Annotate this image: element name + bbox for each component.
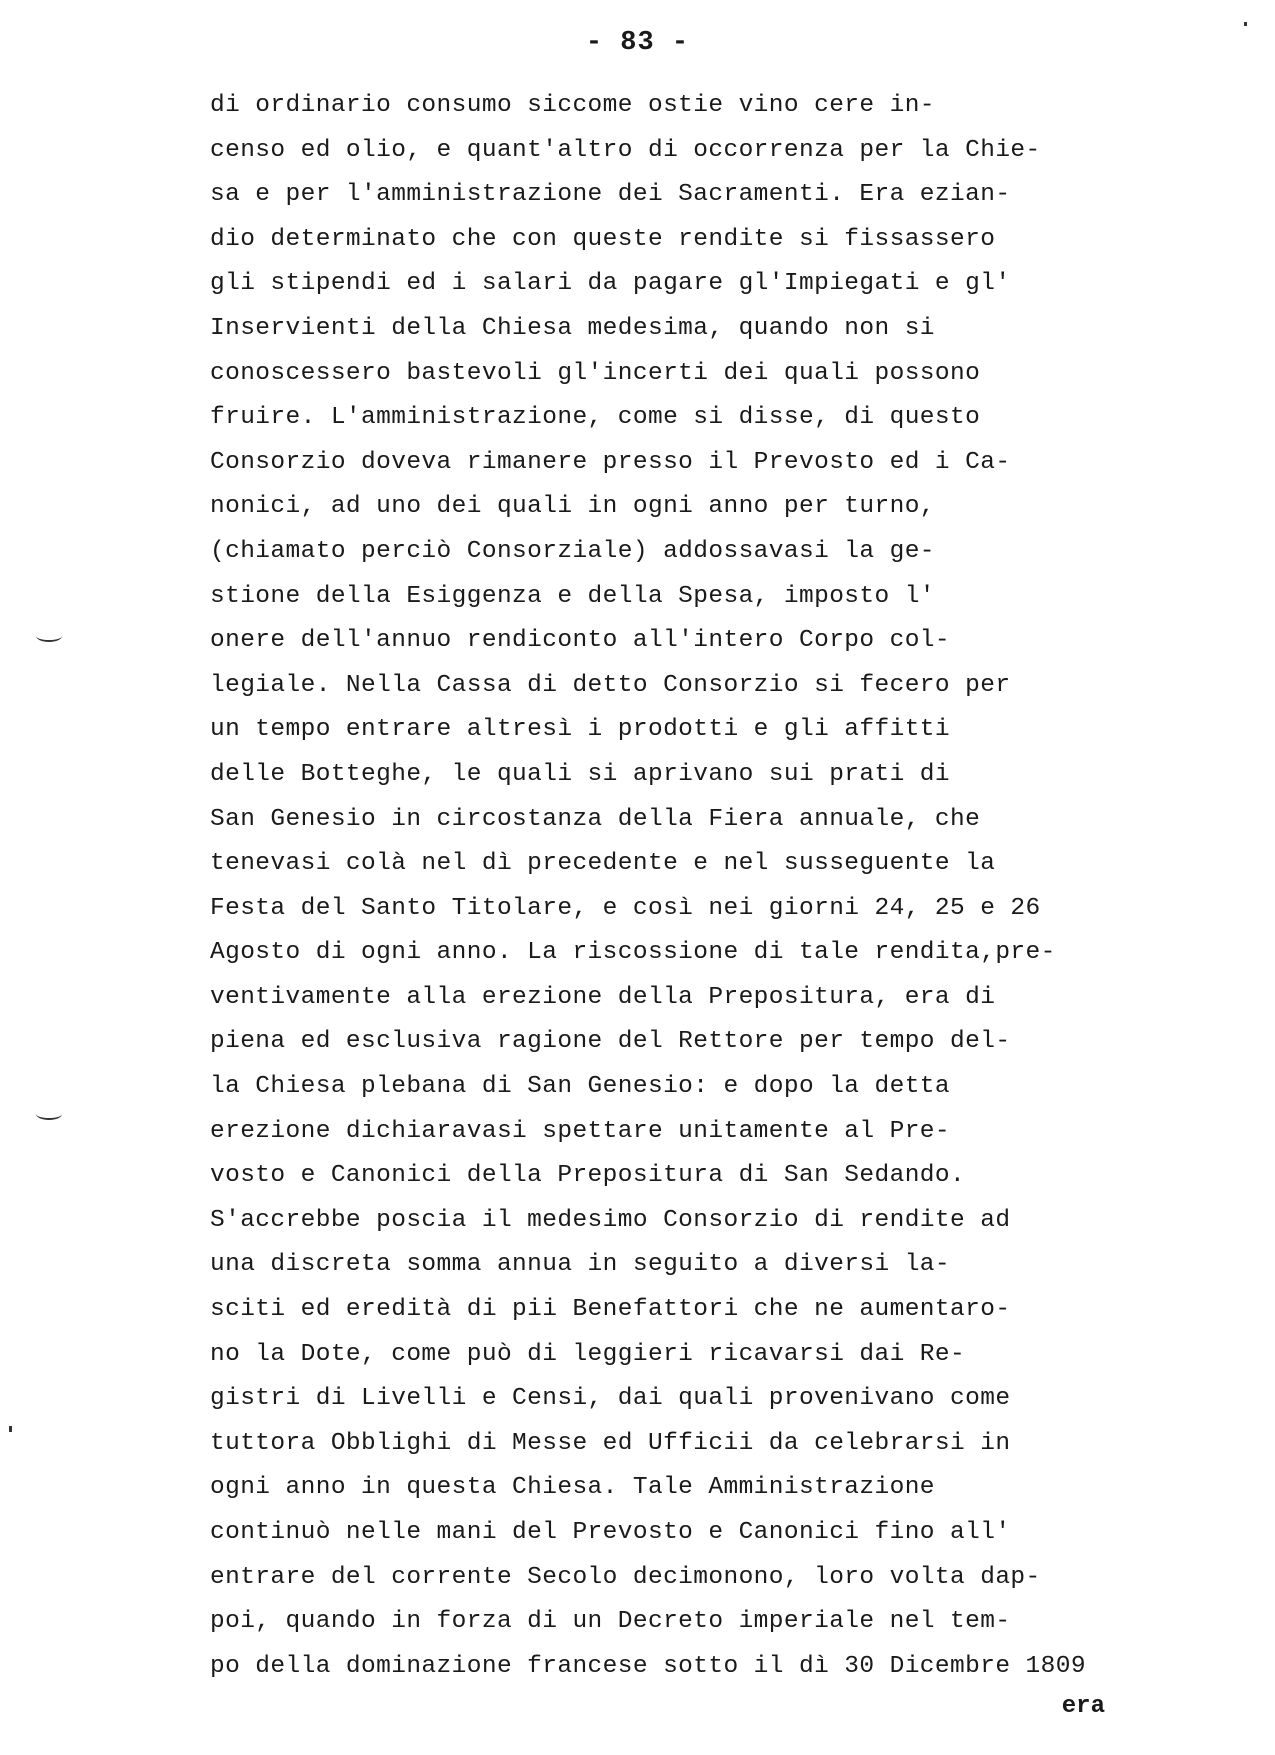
- text-line: onere dell'annuo rendiconto all'intero Corpo col-: [210, 627, 951, 655]
- text-line: delle Botteghe, le quali si aprivano sui prati di: [210, 760, 951, 788]
- margin-mark: [36, 1108, 62, 1120]
- page-number: - 83 -: [585, 28, 690, 58]
- speck-mark: [9, 1426, 12, 1432]
- text-line: legiale. Nella Cassa di detto Consorzio si fecero per: [210, 671, 1011, 699]
- text-line: fruire. L'amministrazione, come si disse, di questo: [210, 404, 981, 432]
- text-line: poi, quando in forza di un Decreto imperiale nel tem-: [210, 1608, 1011, 1636]
- text-line: erezione dichiaravasi spettare unitamente al Pre-: [210, 1117, 951, 1145]
- text-line: gli stipendi ed i salari da pagare gl'Impiegati e gl': [210, 270, 1011, 298]
- text-line: vosto e Canonici della Prepositura di San Sedando.: [210, 1162, 966, 1190]
- text-line: Inservienti della Chiesa medesima, quando non si: [210, 314, 935, 342]
- text-line: ogni anno in questa Chiesa. Tale Amministrazione: [210, 1474, 935, 1502]
- text-line: sa e per l'amministrazione dei Sacramenti. Era ezian-: [210, 181, 1011, 209]
- text-line: S'accrebbe poscia il medesimo Consorzio di rendite ad: [210, 1206, 1011, 1234]
- body-text: [210, 84, 1110, 1689]
- text-line: piena ed esclusiva ragione del Rettore per tempo del-: [210, 1028, 1011, 1056]
- text-line: entrare del corrente Secolo decimonono, loro volta dap-: [210, 1563, 1041, 1591]
- text-line: ventivamente alla erezione della Prepositura, era di: [210, 983, 996, 1011]
- text-line: conoscessero bastevoli gl'incerti dei quali possono: [210, 359, 981, 387]
- text-line: nonici, ad uno dei quali in ogni anno per turno,: [210, 493, 935, 521]
- text-line: tuttora Obblighi di Messe ed Ufficii da celebrarsi in: [210, 1429, 1011, 1457]
- margin-mark: [36, 630, 62, 642]
- text-line: censo ed olio, e quant'altro di occorrenza per la Chie-: [210, 136, 1041, 164]
- text-line: un tempo entrare altresì i prodotti e gli affitti: [210, 716, 951, 744]
- text-line: continuò nelle mani del Prevosto e Canonici fino all': [210, 1519, 1011, 1546]
- text-line: una discreta somma annua in seguito a diversi la-: [210, 1251, 951, 1279]
- text-line: gistri di Livelli e Censi, dai quali provenivano come: [210, 1385, 1011, 1413]
- text-line: tenevasi colà nel dì precedente e nel susseguente la: [210, 850, 996, 878]
- text-line: di ordinario consumo siccome ostie vino cere in-: [210, 92, 935, 119]
- speck-mark: [1244, 22, 1247, 26]
- text-line: stione della Esiggenza e della Spesa, imposto l': [210, 582, 935, 610]
- text-line: dio determinato che con queste rendite si fissassero: [210, 225, 996, 253]
- text-line: sciti ed eredità di pii Benefattori che ne aumentaro-: [210, 1296, 1011, 1324]
- text-line: no la Dote, come può di leggieri ricavarsi dai Re-: [210, 1340, 966, 1368]
- text-line: Festa del Santo Titolare, e così nei giorni 24, 25 e 26: [210, 894, 1041, 922]
- text-line: Agosto di ogni anno. La riscossione di tale rendita,pre-: [210, 939, 1056, 967]
- text-line: po della dominazione francese sotto il dì 30 Dicembre 1809: [210, 1652, 1086, 1680]
- text-line: San Genesio in circostanza della Fiera annuale, che: [210, 805, 981, 833]
- catchword: era: [1061, 1693, 1105, 1720]
- text-line: la Chiesa plebana di San Genesio: e dopo la detta: [210, 1073, 951, 1101]
- text-line: Consorzio doveva rimanere presso il Prevosto ed i Ca-: [210, 448, 1011, 476]
- text-line: (chiamato perciò Consorziale) addossavasi la ge-: [210, 537, 935, 565]
